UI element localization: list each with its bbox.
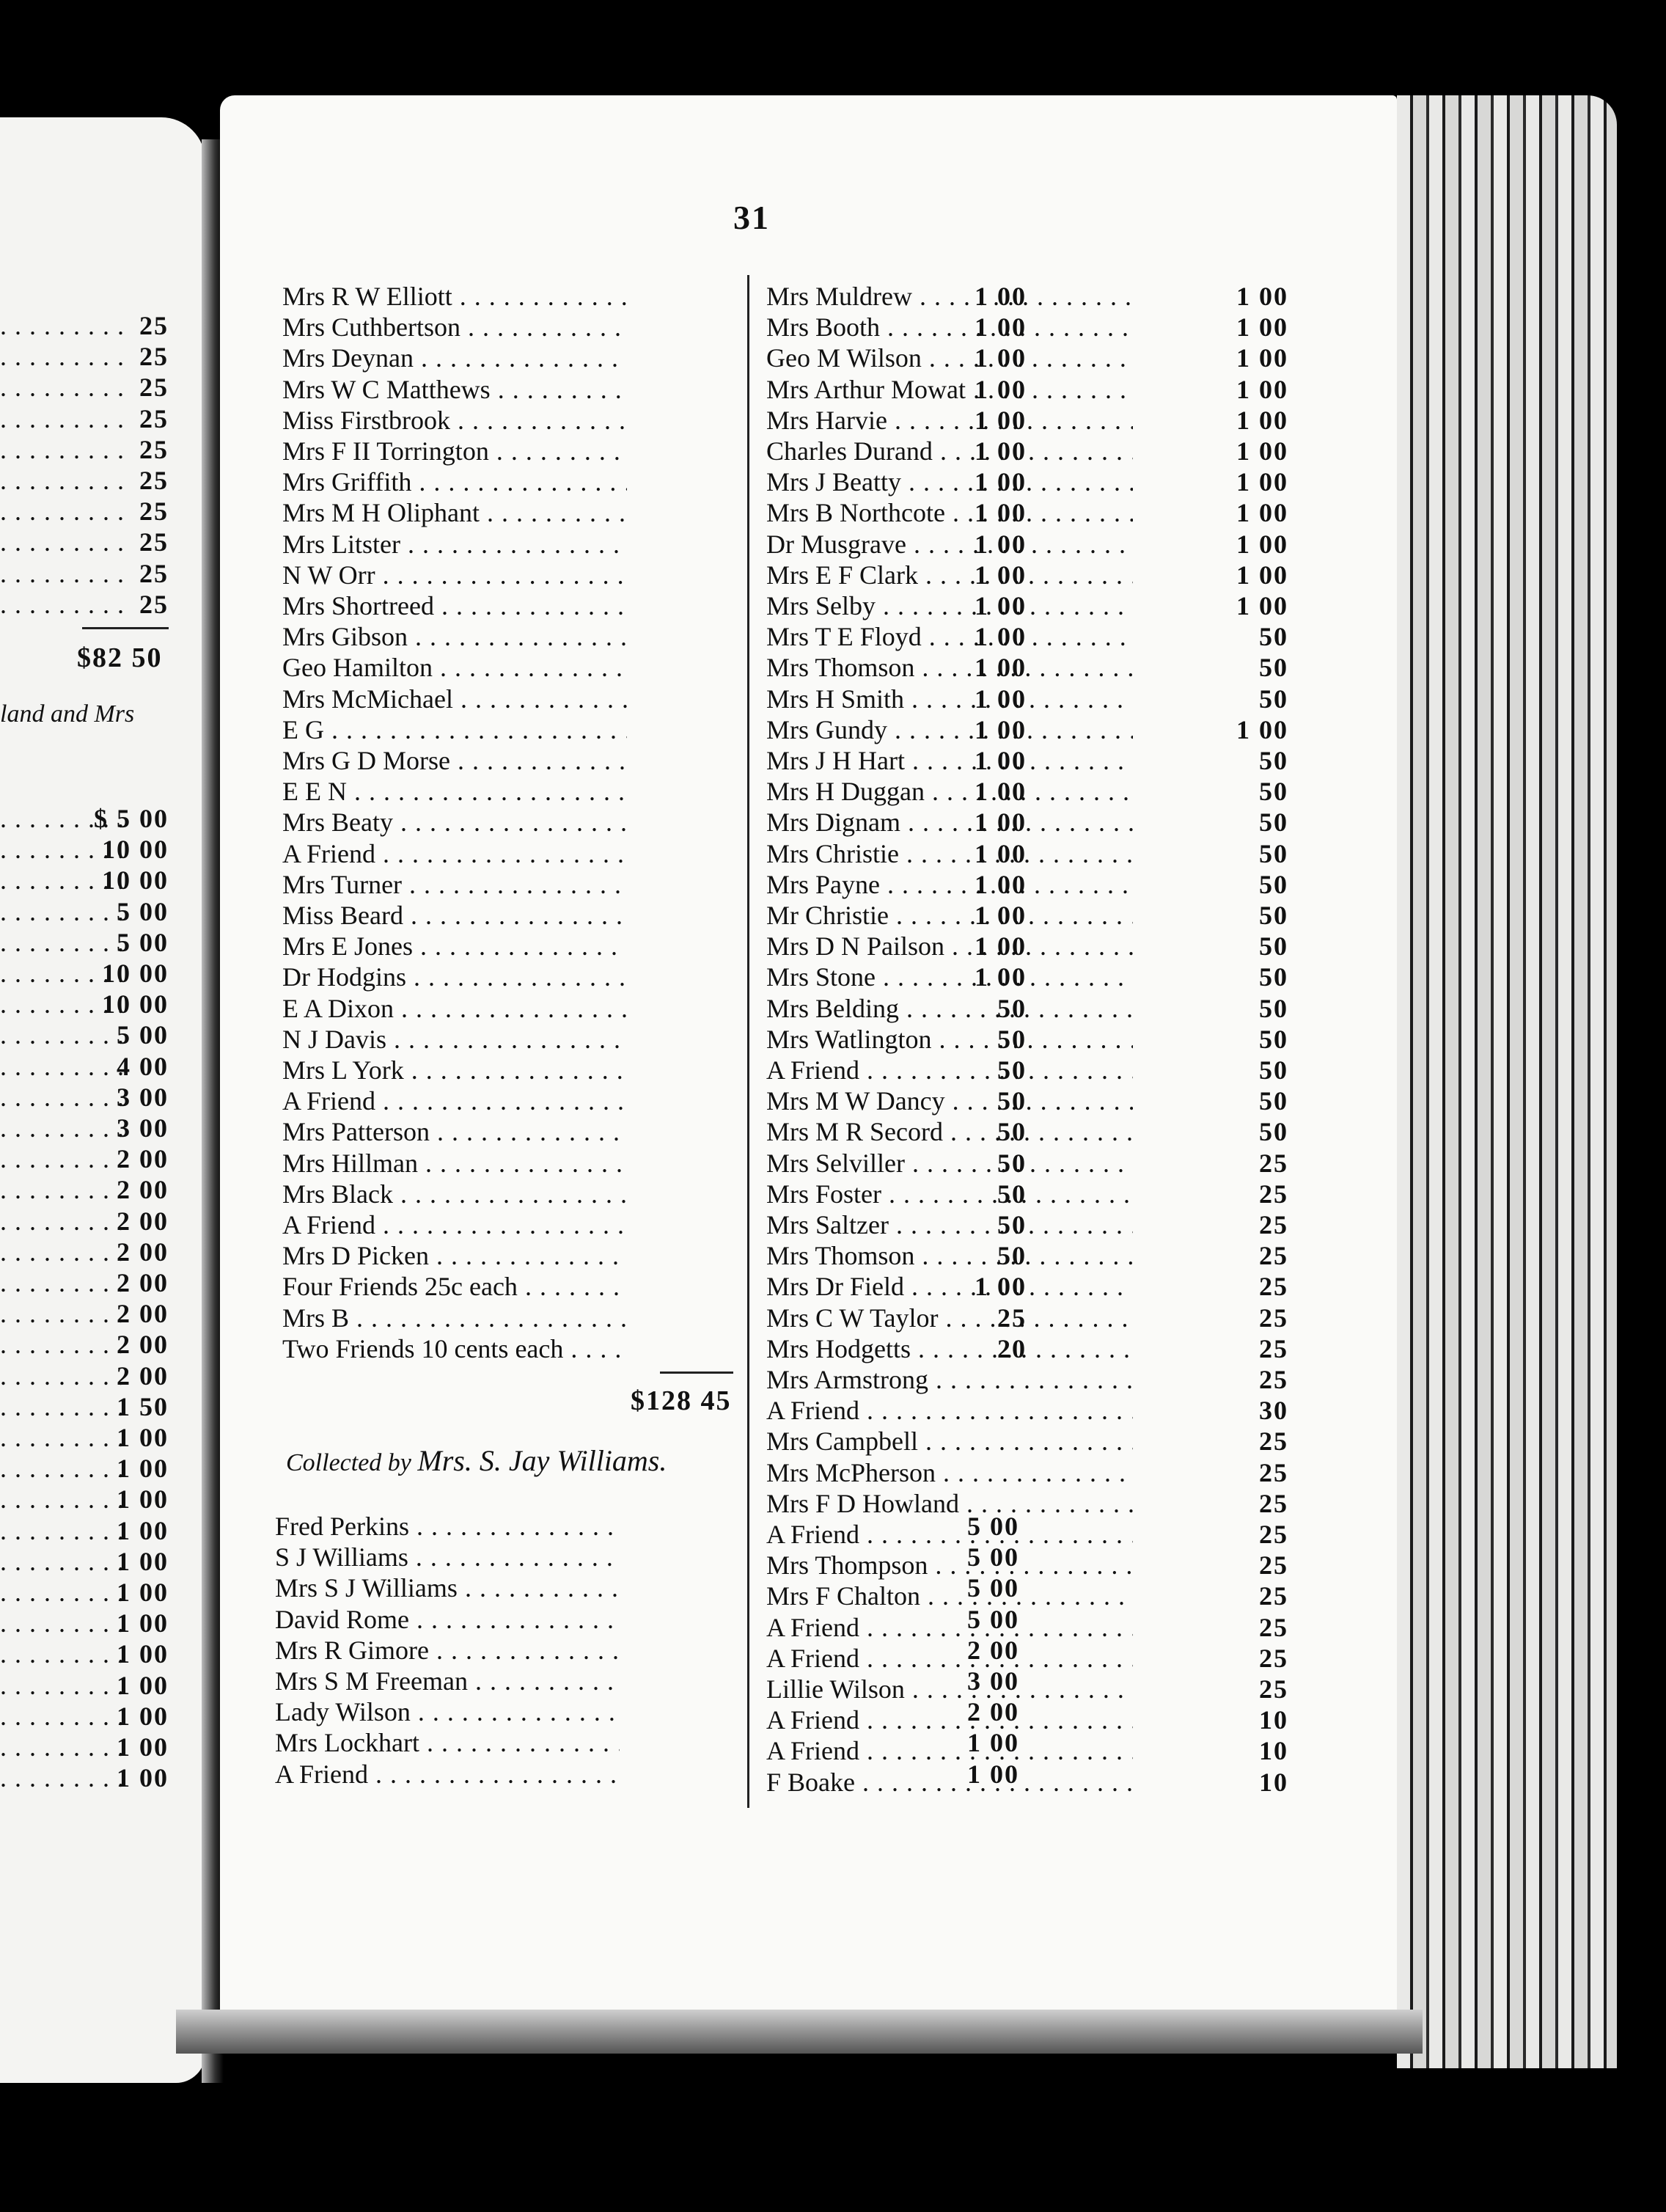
entry-name: Mrs Beaty . . . [282, 807, 627, 838]
fragment-amount: 2 00 [117, 1206, 169, 1236]
entry-amount: 50 [1259, 838, 1288, 868]
section-heading [286, 1443, 667, 1478]
entry-name: David Rome . . . [275, 1604, 620, 1635]
entry-amount: 50 [997, 1241, 1027, 1271]
entry-name: A Friend . . . [282, 1085, 627, 1116]
entry-name: Mrs Selviller . . . [766, 1148, 1133, 1179]
column-divider [747, 275, 749, 1808]
entry-name: Mrs B . . . [282, 1303, 627, 1333]
entry-name: Four Friends 25c each . . . [282, 1271, 627, 1302]
entry-name: Mrs H Smith . . . [766, 684, 1133, 714]
fragment-amount: 25 [139, 403, 169, 433]
entry-name: Mrs Arthur Mowat . . . [766, 374, 1133, 405]
entry-amount: 5 00 [967, 1542, 1019, 1572]
entry-amount: 1 00 [975, 714, 1027, 744]
entry-name: Mrs Christie . . . [766, 838, 1133, 869]
entry-amount: 25 [1259, 1643, 1288, 1673]
entry-name: Mrs Lockhart . . . [275, 1727, 620, 1758]
entry-amount: 1 00 [1236, 714, 1288, 744]
fragment-amount: 1 00 [117, 1454, 169, 1484]
entry-amount: 50 [1259, 1086, 1288, 1116]
entry-amount: 25 [1259, 1272, 1288, 1302]
entry-amount: 5 00 [967, 1512, 1019, 1541]
fragment-amount: 25 [139, 589, 169, 619]
entry-name: Mrs Patterson . . . [282, 1116, 627, 1147]
entry-amount: 50 [1259, 1117, 1288, 1147]
fragment-amount: 1 00 [117, 1546, 169, 1576]
entry-name: A Friend . . . [282, 838, 627, 869]
entry-amount: 1 00 [1236, 343, 1288, 373]
entry-amount: 5 00 [967, 1604, 1019, 1634]
entry-name: N J Davis . . . [282, 1024, 627, 1055]
section-heading-prefix: Collected by [286, 1449, 411, 1476]
entry-name: Mrs Thomson . . . [766, 1240, 1133, 1271]
entry-name: Mrs Cuthbertson . . . [282, 312, 627, 343]
entry-name: Mrs Stone . . . [766, 962, 1133, 992]
entry-amount: 50 [1259, 962, 1288, 992]
entry-name: Mrs Hodgetts . . . [766, 1333, 1133, 1364]
entry-name: Mrs Armstrong . . . [766, 1364, 1133, 1395]
entry-name: Charles Durand . . . [766, 436, 1133, 466]
entry-amount: 1 00 [1236, 467, 1288, 497]
entry-amount: 1 00 [975, 1272, 1027, 1302]
entry-name: Miss Firstbrook . . . [282, 405, 627, 436]
entry-name: Mrs S J Williams . . . [275, 1572, 620, 1603]
entry-amount: 1 00 [975, 746, 1027, 775]
entry-amount: 1 00 [975, 343, 1027, 373]
fragment-amount: 5 00 [117, 927, 169, 957]
left-fragment-heading: land and Mrs [0, 700, 135, 728]
entry-name: Mrs McMichael . . . [282, 684, 627, 714]
entry-name: Mrs E F Clark . . . [766, 560, 1133, 590]
entry-name: Mrs M W Dancy . . . [766, 1085, 1133, 1116]
entry-name: Mrs Watlington . . . [766, 1024, 1133, 1055]
entry-name: Mrs G D Morse . . . [282, 745, 627, 776]
entry-name: Dr Hodgins . . . [282, 962, 627, 992]
entry-name: Mr Christie . . . [766, 900, 1133, 931]
fragment-amount: 10 00 [102, 835, 169, 865]
entry-name: Mrs Harvie . . . [766, 405, 1133, 436]
entry-name: Mrs McPherson . . . [766, 1457, 1133, 1488]
entry-name: Mrs W C Matthews . . . [282, 374, 627, 405]
entry-amount: 50 [997, 993, 1027, 1023]
fragment-amount: 10 00 [102, 959, 169, 988]
fragment-amount: 2 00 [117, 1237, 169, 1267]
entry-name: Mrs Booth . . . [766, 312, 1133, 343]
entry-amount: 3 00 [967, 1666, 1019, 1696]
fragment-amount: 1 00 [117, 1423, 169, 1452]
entry-name: Geo Hamilton . . . [282, 652, 627, 683]
entry-name: Mrs D N Pailson . . . [766, 931, 1133, 962]
entry-name: A Friend . . . [766, 1735, 1133, 1766]
entry-amount: 50 [1259, 993, 1288, 1023]
left-total-rule [82, 627, 169, 629]
entry-amount: 1 00 [975, 436, 1027, 466]
entry-name: Mrs R W Elliott . . . [282, 281, 627, 312]
entry-amount: 1 00 [975, 282, 1027, 311]
entry-name: S J Williams . . . [275, 1542, 620, 1572]
entry-name: Mrs Deynan . . . [282, 343, 627, 373]
fragment-amount: 25 [139, 373, 169, 403]
entry-name: Mrs Dignam . . . [766, 807, 1133, 838]
entry-amount: 1 00 [975, 901, 1027, 930]
entry-amount: 25 [1259, 1333, 1288, 1363]
fragment-amount: 1 00 [117, 1515, 169, 1545]
entry-amount: 1 00 [975, 931, 1027, 962]
entry-amount: 1 00 [967, 1728, 1019, 1758]
entry-amount: 1 00 [975, 312, 1027, 343]
entry-name: Lillie Wilson . . . [766, 1674, 1133, 1704]
entry-name: A Friend . . . [766, 1519, 1133, 1550]
entry-amount: 1 00 [975, 374, 1027, 404]
entry-amount: 50 [997, 1148, 1027, 1178]
entry-name: Mrs Thompson . . . [766, 1550, 1133, 1581]
entry-amount: 25 [1259, 1520, 1288, 1549]
entry-amount: 5 00 [967, 1573, 1019, 1603]
entry-amount: 25 [1259, 1427, 1288, 1457]
fragment-amount: 25 [139, 311, 169, 340]
fragment-amount: 1 00 [117, 1608, 169, 1638]
fragment-amount: 10 00 [102, 989, 169, 1019]
entry-name: Mrs F II Torrington . . . [282, 436, 627, 466]
entry-name: Mrs Gundy . . . [766, 714, 1133, 745]
entry-name: Fred Perkins . . . [275, 1511, 620, 1542]
entry-name: Mrs Saltzer . . . [766, 1209, 1133, 1240]
entry-amount: 50 [1259, 622, 1288, 652]
entry-amount: 1 00 [1236, 405, 1288, 435]
entry-amount: 1 00 [1236, 282, 1288, 311]
entry-amount: 1 00 [975, 684, 1027, 714]
entry-amount: 50 [997, 1086, 1027, 1116]
entry-amount: 25 [1259, 1550, 1288, 1581]
fragment-amount: 1 00 [117, 1732, 169, 1762]
fragment-amount: 1 00 [117, 1639, 169, 1669]
entry-name: A Friend . . . [766, 1055, 1133, 1085]
entry-name: Mrs H Duggan . . . [766, 776, 1133, 807]
entry-amount: 1 00 [1236, 498, 1288, 528]
entry-amount: 2 00 [967, 1697, 1019, 1727]
entry-amount: 50 [1259, 684, 1288, 714]
entry-name: Mrs D Picken . . . [282, 1240, 627, 1271]
fragment-amount: 25 [139, 558, 169, 588]
entry-name: Mrs Black . . . [282, 1179, 627, 1209]
entry-amount: 1 00 [1236, 529, 1288, 559]
fragment-amount: 4 00 [117, 1051, 169, 1081]
entry-name: Mrs Muldrew . . . [766, 281, 1133, 312]
entry-name: Mrs E Jones . . . [282, 931, 627, 962]
entry-name: Mrs Dr Field . . . [766, 1271, 1133, 1302]
entry-name: Mrs Turner . . . [282, 869, 627, 900]
entry-amount: 50 [997, 1117, 1027, 1147]
entry-amount: 1 00 [975, 529, 1027, 559]
fragment-amount: 1 50 [117, 1391, 169, 1421]
entry-amount: 50 [997, 1179, 1027, 1209]
entry-amount: 25 [1259, 1365, 1288, 1394]
entry-amount: 50 [1259, 807, 1288, 838]
entry-name: Dr Musgrave . . . [766, 529, 1133, 560]
entry-amount: 2 00 [967, 1635, 1019, 1665]
entry-amount: 10 [1259, 1736, 1288, 1766]
entry-amount: 1 00 [975, 622, 1027, 652]
entry-amount: 1 00 [967, 1759, 1019, 1789]
entry-name: Mrs Campbell . . . [766, 1426, 1133, 1457]
entry-name: Mrs Shortreed . . . [282, 590, 627, 621]
fragment-amount: 25 [139, 434, 169, 464]
fragment-amount: 2 00 [117, 1175, 169, 1205]
fragment-amount: 1 00 [117, 1670, 169, 1700]
entry-name: Mrs M H Oliphant . . . [282, 497, 627, 528]
entry-name: Geo M Wilson . . . [766, 343, 1133, 373]
entry-amount: 1 00 [975, 962, 1027, 992]
fragment-amount: 25 [139, 466, 169, 495]
fragment-amount: 1 00 [117, 1578, 169, 1607]
fragment-amount: 2 00 [117, 1299, 169, 1329]
entry-amount: 50 [1259, 1024, 1288, 1054]
entry-name: Mrs T E Floyd . . . [766, 621, 1133, 652]
entry-amount: 25 [1259, 1179, 1288, 1209]
entry-name: Mrs Griffith . . . [282, 466, 627, 497]
fragment-amount: 5 00 [117, 1020, 169, 1050]
entry-amount: 50 [1259, 653, 1288, 683]
entry-name: Mrs M R Secord . . . [766, 1116, 1133, 1147]
left-column-total: $128 45 [631, 1385, 732, 1416]
entry-name: Mrs L York . . . [282, 1055, 627, 1085]
fragment-amount: 1 00 [117, 1484, 169, 1515]
entry-amount: 1 00 [975, 498, 1027, 528]
entry-amount: 25 [1259, 1674, 1288, 1704]
entry-name: Mrs Hillman . . . [282, 1148, 627, 1179]
entry-amount: 50 [1259, 1055, 1288, 1085]
entry-amount: 20 [997, 1333, 1027, 1363]
fragment-amount: 1 00 [117, 1763, 169, 1793]
entry-name: Mrs Payne . . . [766, 869, 1133, 900]
entry-name: Miss Beard . . . [282, 900, 627, 931]
entry-amount: 25 [1259, 1488, 1288, 1518]
entry-amount: 1 00 [975, 869, 1027, 899]
entry-name: Mrs J Beatty . . . [766, 466, 1133, 497]
entry-name: Mrs Selby . . . [766, 590, 1133, 621]
fragment-amount: 25 [139, 527, 169, 557]
entry-name: E G . . . [282, 714, 627, 745]
entry-amount: 1 00 [1236, 312, 1288, 343]
entry-name: Mrs R Gimore . . . [275, 1635, 620, 1666]
entry-name: A Friend . . . [282, 1209, 627, 1240]
fragment-amount: 5 00 [117, 896, 169, 926]
entry-amount: 25 [1259, 1612, 1288, 1642]
entry-name: Mrs Litster . . . [282, 529, 627, 560]
entry-amount: 1 00 [1236, 436, 1288, 466]
entry-amount: 25 [1259, 1457, 1288, 1487]
entry-name: Mrs C W Taylor . . . [766, 1303, 1133, 1333]
entry-name: Lady Wilson . . . [275, 1696, 620, 1727]
entry-name: Mrs Thomson . . . [766, 652, 1133, 683]
entry-amount: 25 [1259, 1210, 1288, 1239]
section-heading-collector: Mrs. S. Jay Williams. [417, 1444, 667, 1477]
entry-name: Mrs F Chalton . . . [766, 1581, 1133, 1611]
entry-name: Mrs F D Howland . . . [766, 1488, 1133, 1519]
fragment-amount: 25 [139, 342, 169, 372]
entry-amount: 30 [1259, 1396, 1288, 1426]
entry-amount: 25 [1259, 1581, 1288, 1611]
entry-amount: 1 00 [975, 838, 1027, 868]
entry-amount: 25 [1259, 1241, 1288, 1271]
entry-amount: 50 [1259, 869, 1288, 899]
entry-amount: 1 00 [1236, 591, 1288, 620]
entry-amount: 50 [997, 1024, 1027, 1054]
entry-amount: 50 [997, 1055, 1027, 1085]
entry-amount: 50 [1259, 746, 1288, 775]
fragment-amount: 25 [139, 497, 169, 527]
entry-name: N W Orr . . . [282, 560, 627, 590]
book-bottom-edge [176, 2010, 1423, 2054]
entry-amount: 1 00 [975, 467, 1027, 497]
entry-amount: 25 [997, 1303, 1027, 1333]
entry-name: F Boake . . . [766, 1767, 1133, 1798]
entry-name: A Friend . . . [766, 1612, 1133, 1643]
fragment-amount: 2 00 [117, 1144, 169, 1174]
entry-name: Mrs Foster . . . [766, 1179, 1133, 1209]
page-number: 31 [733, 199, 770, 236]
left-column-total-rule [660, 1371, 733, 1374]
fragment-amount: $ 5 00 [94, 804, 169, 833]
entry-name: Two Friends 10 cents each . . . [282, 1333, 627, 1364]
entry-amount: 1 00 [975, 405, 1027, 435]
fragment-amount: 2 00 [117, 1268, 169, 1297]
entry-name: Mrs Belding . . . [766, 993, 1133, 1024]
fragment-amount: 2 00 [117, 1360, 169, 1391]
entry-amount: 1 00 [975, 777, 1027, 807]
fragment-amount: 10 00 [102, 865, 169, 896]
entry-amount: 1 00 [975, 807, 1027, 838]
fragment-amount: 2 00 [117, 1330, 169, 1360]
entry-amount: 50 [1259, 931, 1288, 962]
entry-name: E E N . . . [282, 776, 627, 807]
entry-name: A Friend . . . [766, 1643, 1133, 1674]
entry-name: A Friend . . . [275, 1759, 620, 1790]
entry-amount: 1 00 [1236, 374, 1288, 404]
entry-amount: 1 00 [975, 560, 1027, 590]
entry-name: Mrs S M Freeman . . . [275, 1666, 620, 1696]
entry-name: A Friend . . . [766, 1395, 1133, 1426]
entry-amount: 1 00 [975, 591, 1027, 620]
entry-amount: 50 [1259, 777, 1288, 807]
fragment-amount: 3 00 [117, 1113, 169, 1143]
entry-amount: 10 [1259, 1705, 1288, 1735]
entry-name: Mrs B Northcote . . . [766, 497, 1133, 528]
entry-amount: 50 [997, 1210, 1027, 1239]
left-fragment-total: $82 50 [77, 642, 163, 673]
entry-amount: 25 [1259, 1303, 1288, 1333]
page-edges [1397, 95, 1617, 2068]
entry-amount: 1 00 [1236, 560, 1288, 590]
entry-amount: 25 [1259, 1148, 1288, 1178]
entry-name: Mrs J H Hart . . . [766, 745, 1133, 776]
entry-amount: 50 [1259, 901, 1288, 930]
entry-name: Mrs Gibson . . . [282, 621, 627, 652]
fragment-amount: 1 00 [117, 1701, 169, 1731]
entry-name: A Friend . . . [766, 1704, 1133, 1735]
entry-name: E A Dixon . . . [282, 993, 627, 1024]
entry-amount: 10 [1259, 1767, 1288, 1797]
entry-amount: 1 00 [975, 653, 1027, 683]
fragment-amount: 3 00 [117, 1082, 169, 1112]
